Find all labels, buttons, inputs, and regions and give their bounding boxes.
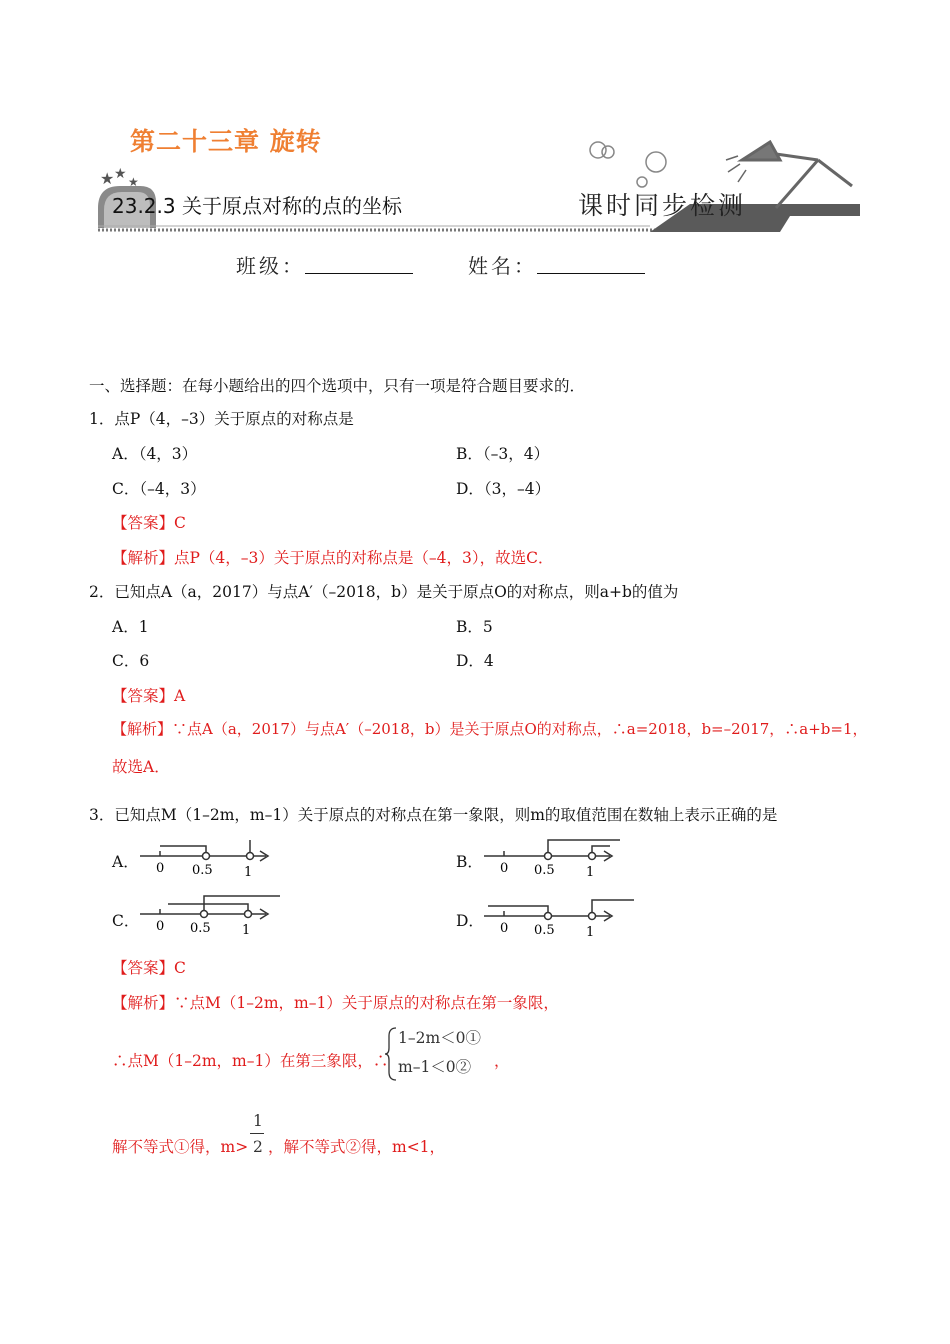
q3-answer: 【答案】C — [112, 959, 186, 977]
q2-option-d[interactable]: D．4 — [456, 652, 494, 670]
tick-label: 0.5 — [192, 863, 213, 878]
number-line-d — [482, 896, 642, 940]
q1-answer: 【答案】C — [112, 514, 186, 532]
q2-answer: 【答案】A — [112, 687, 186, 705]
tick-label: 0.5 — [534, 923, 555, 938]
tick-label: 1 — [586, 925, 595, 940]
q3-option-b[interactable]: B． — [456, 853, 483, 871]
chapter-title: 第二十三章 旋转 — [130, 127, 322, 156]
tick-label: 0.5 — [534, 863, 555, 878]
section-title: 一、选择题：在每小题给出的四个选项中，只有一项是符合题目要求的． — [89, 377, 586, 395]
q2-option-c[interactable]: C．6 — [112, 652, 150, 670]
q1-analysis: 【解析】点P（4，–3）关于原点的对称点是（–4，3），故选C． — [112, 549, 554, 567]
star-icon: ★ — [100, 169, 115, 188]
tick-label: 1 — [242, 923, 251, 938]
q3-option-c[interactable]: C． — [112, 912, 140, 930]
fraction-denominator: 2 — [253, 1138, 263, 1156]
tick-label: 0 — [500, 861, 509, 876]
tick-label: 0 — [156, 861, 165, 876]
system-line-1: 1–2m＜0① — [398, 1029, 482, 1047]
tick-label: 1 — [244, 865, 253, 880]
fraction-numerator: 1 — [253, 1112, 263, 1130]
q3-option-a[interactable]: A． — [112, 853, 139, 871]
number-line-c — [138, 894, 288, 938]
system-brace — [384, 1026, 398, 1082]
star-icon: ★ — [114, 166, 127, 182]
system-line-2: m–1＜0② — [398, 1058, 472, 1076]
q2-analysis-line1: 【解析】∵点A（a，2017）与点A′（–2018，b）是关于原点O的对称点，∴a=2018，b=–2017，∴a+b=1， — [112, 720, 868, 738]
system-tail: ， — [494, 1052, 510, 1070]
q1-stem: 1．点P（4，–3）关于原点的对称点是 — [89, 410, 354, 428]
q3-analysis-line1: 【解析】∵点M（1–2m，m–1）关于原点的对称点在第一象限， — [112, 994, 559, 1012]
subtitle: 课时同步检测 — [578, 191, 747, 220]
q2-stem: 2．已知点A（a，2017）与点A′（–2018，b）是关于原点O的对称点，则a+b的值为 — [89, 583, 679, 601]
class-label: 班级： — [236, 254, 305, 278]
lesson-title: 23.2.3 关于原点对称的点的坐标 — [112, 194, 402, 218]
name-input[interactable] — [537, 249, 645, 274]
class-input[interactable] — [305, 249, 413, 274]
q1-option-c[interactable]: C．（–4，3） — [112, 480, 206, 498]
q1-option-b[interactable]: B．（–3，4） — [456, 445, 550, 463]
q1-option-d[interactable]: D．（3，–4） — [456, 480, 551, 498]
tick-label: 0 — [156, 919, 165, 934]
q1-option-a[interactable]: A．（4，3） — [112, 445, 198, 463]
tick-label: 1 — [586, 865, 595, 880]
name-label: 姓名： — [468, 254, 537, 278]
q3-analysis-line3a: 解不等式①得，m> — [112, 1138, 249, 1156]
star-icon: ★ — [128, 175, 139, 189]
number-line-b — [482, 836, 632, 880]
tick-label: 0 — [500, 921, 509, 936]
tick-label: 0.5 — [190, 921, 211, 936]
fraction-bar — [250, 1133, 264, 1134]
number-line-a — [138, 838, 278, 880]
q3-analysis-line2: ∴点M（1–2m，m–1）在第三象限，∴ — [112, 1052, 389, 1070]
q2-analysis-line2: 故选A． — [112, 758, 170, 776]
q3-option-d[interactable]: D． — [456, 912, 484, 930]
q2-option-b[interactable]: B．5 — [456, 618, 493, 636]
q3-analysis-line3b: ，解不等式②得，m<1， — [268, 1138, 446, 1156]
q3-stem: 3．已知点M（1–2m，m–1）关于原点的对称点在第一象限，则m的取值范围在数轴上表示正确的是 — [89, 806, 778, 824]
q2-option-a[interactable]: A．1 — [112, 618, 149, 636]
